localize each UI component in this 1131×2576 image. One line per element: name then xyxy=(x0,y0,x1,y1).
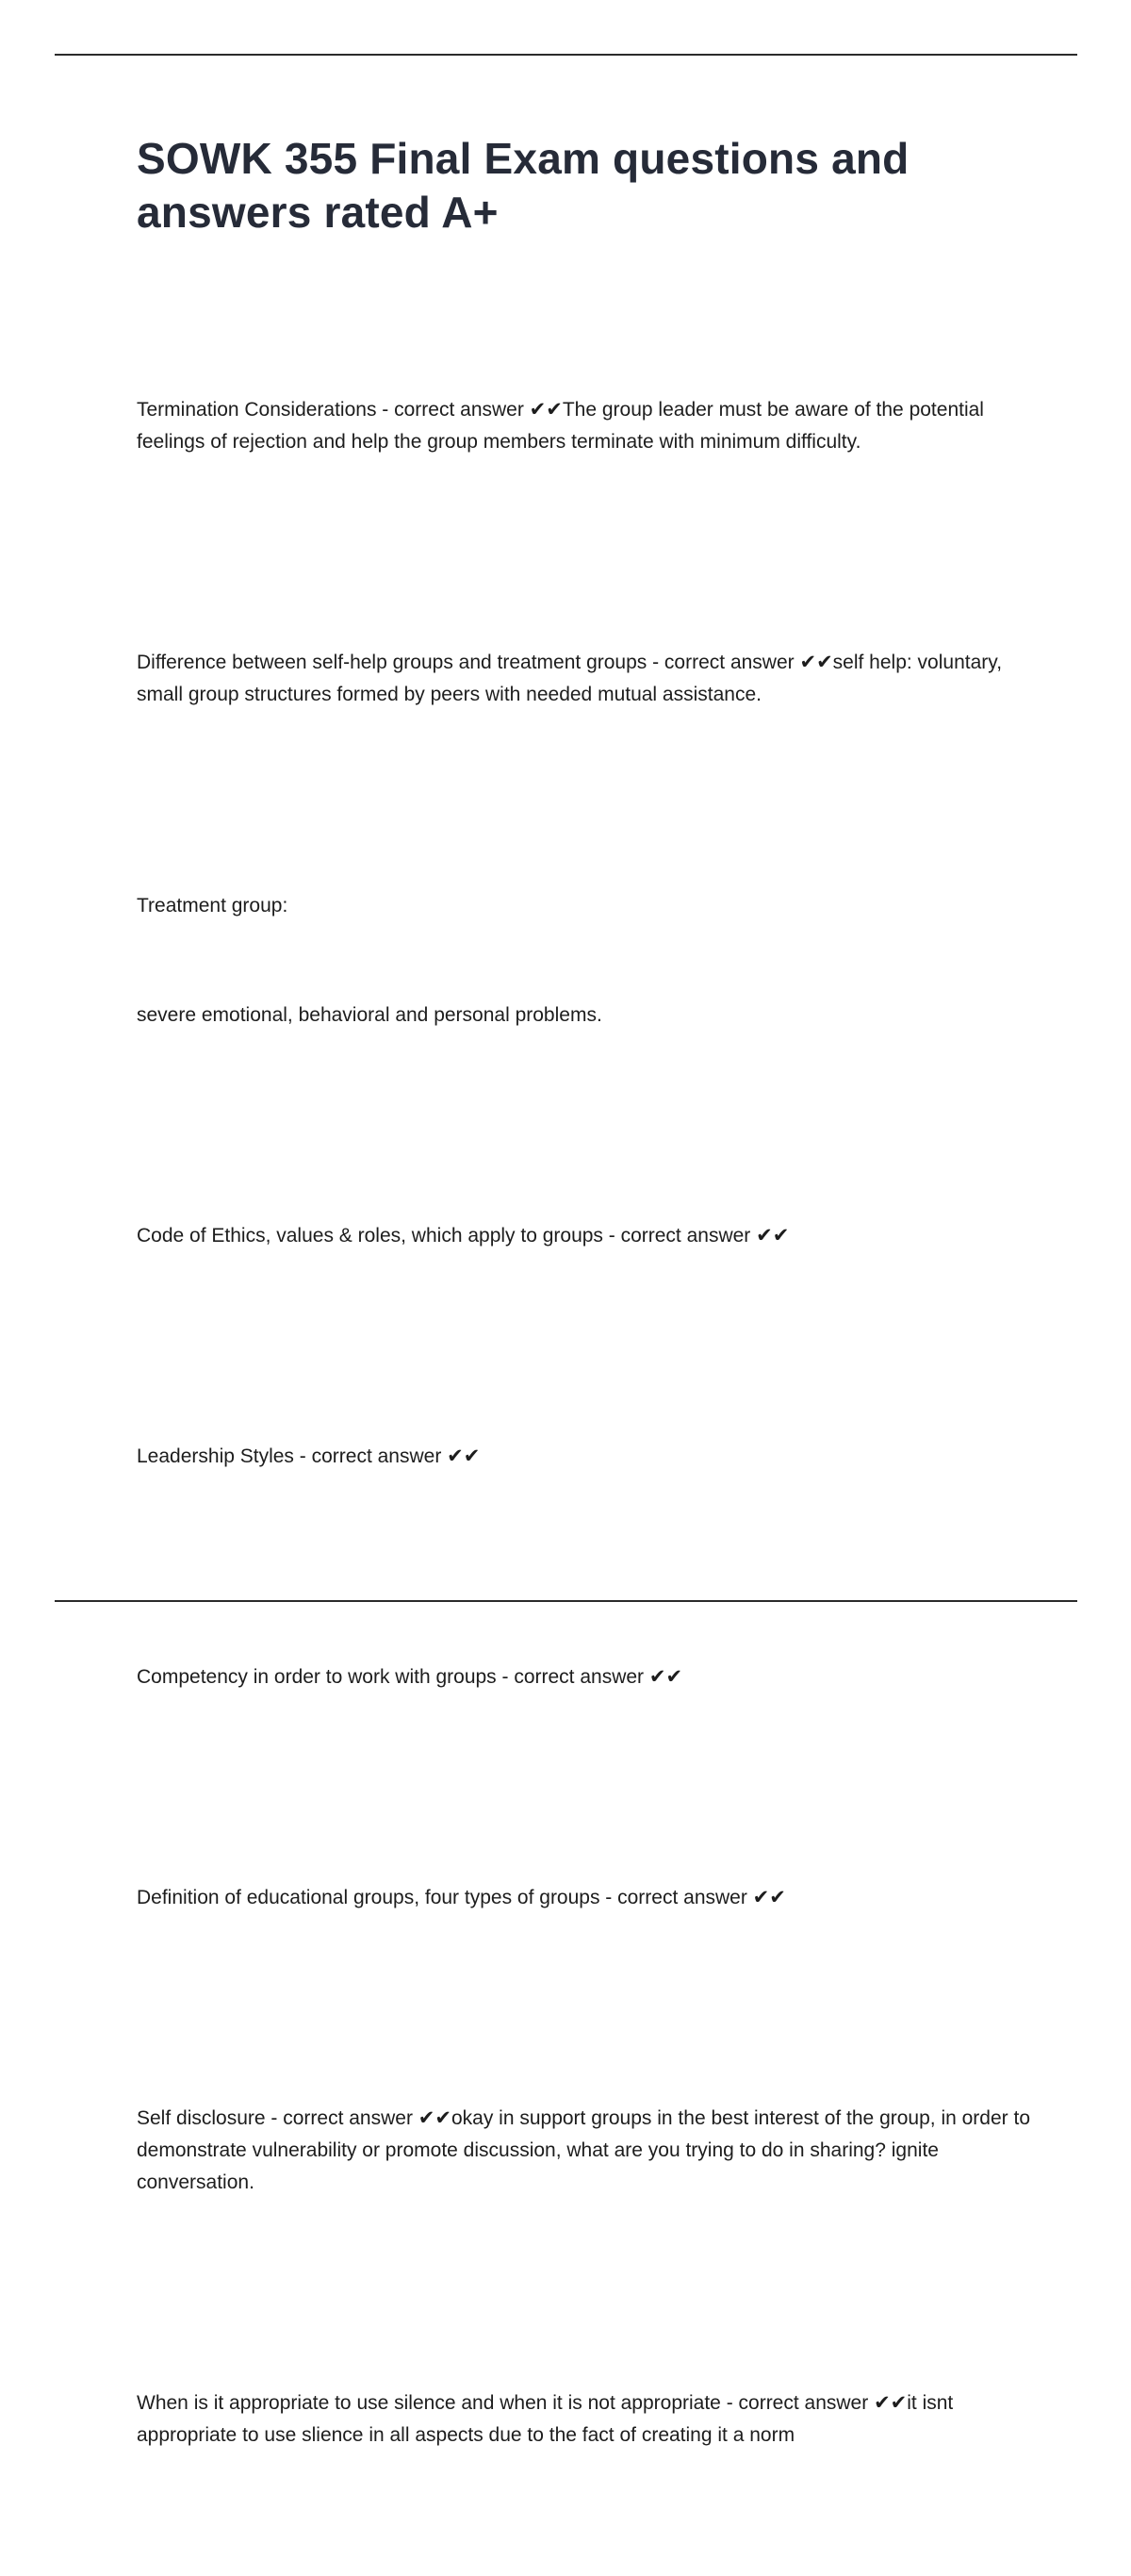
document-title: SOWK 355 Final Exam questions and answers rated A+ xyxy=(137,134,910,237)
qa-text: Self disclosure - correct answer ✔✔okay in support groups in the best interest of the group, in order to demonstrate vulnerability or promote discussion, what are you trying to do in sharing? ignite conversation. xyxy=(137,2107,1036,2193)
qa-text: Competency in order to work with groups - correct answer ✔✔ xyxy=(137,1666,683,1688)
qa-text: Difference between self-help groups and treatment groups - correct answer ✔✔self help: voluntary, small group structures formed by peers with needed mutual assistance. xyxy=(137,652,1008,705)
qa-item xyxy=(137,2039,1036,2263)
document-body xyxy=(137,132,1036,2576)
qa-list xyxy=(137,330,1036,2516)
qa-item xyxy=(137,2323,1032,2516)
qa-text: When is it appropriate to use silence and when it is not appropriate - correct answer ✔✔it isnt appropriate to use slience in all aspects due to the fact of creating it a norm xyxy=(137,2392,959,2446)
qa-item xyxy=(137,583,1032,775)
qa-item xyxy=(137,826,1032,1096)
qa-text: severe emotional, behavioral and personal problems. xyxy=(137,1004,602,1026)
bottom-divider xyxy=(55,1600,1077,1602)
qa-item xyxy=(137,330,1032,522)
top-divider xyxy=(55,54,1077,56)
qa-text: Treatment group: xyxy=(137,895,288,916)
qa-item xyxy=(137,1156,1032,1316)
qa-item xyxy=(137,1818,1032,1978)
qa-text: Termination Considerations - correct answer ✔✔The group leader must be aware of the potential feelings of rejection and help the group members terminate with minimum difficulty. xyxy=(137,399,990,453)
qa-item xyxy=(137,1597,1032,1758)
qa-text: Code of Ethics, values & roles, which apply to groups - correct answer ✔✔ xyxy=(137,1225,790,1247)
qa-text: Leadership Styles - correct answer ✔✔ xyxy=(137,1445,481,1467)
qa-item xyxy=(137,1377,1032,1537)
qa-text: Definition of educational groups, four types of groups - correct answer ✔✔ xyxy=(137,1887,786,1908)
